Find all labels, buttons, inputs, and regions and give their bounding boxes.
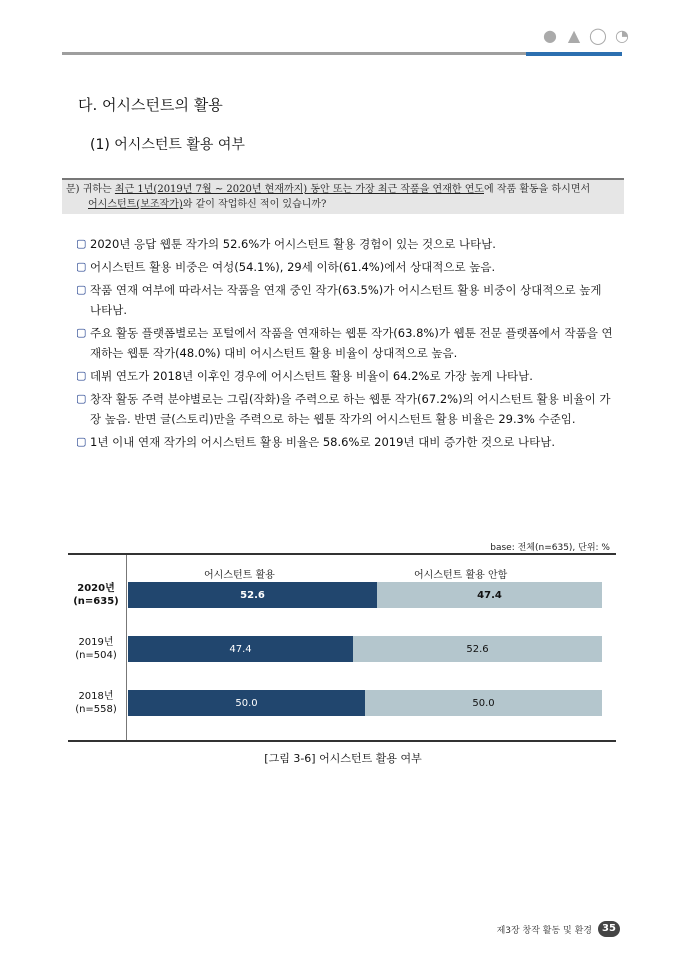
question-box: [62, 178, 624, 214]
checkbox-bullet-icon: ▢: [76, 260, 87, 273]
finding-item: ▢ 데뷔 연도가 2018년 이후인 경우에 어시스턴트 활용 비율이 64.2%로 가장 높게 나타남.: [76, 366, 616, 386]
finding-item: ▢ 주요 활동 플랫폼별로는 포털에서 작품을 연재하는 웹툰 작가(63.8%)가 웹툰 전문 플랫폼에서 작품을 연재하는 웹툰 작가(48.0%) 대비 어시스턴트 활용 비율이 상대적으로 높음.: [76, 323, 616, 363]
checkbox-bullet-icon: ▢: [76, 435, 87, 448]
bar-segment-assistant: 52.6: [128, 582, 377, 608]
lightbulb-icon: ●: [543, 26, 557, 45]
checkbox-bullet-icon: ▢: [76, 369, 87, 382]
finding-item: ▢ 어시스턴트 활용 비중은 여성(54.1%), 29세 이하(61.4%)에서 상대적으로 높음.: [76, 257, 616, 277]
checkbox-bullet-icon: ▢: [76, 326, 87, 339]
chart-bottom-rule: [68, 740, 616, 742]
finding-item: ▢ 2020년 응답 웹툰 작가의 52.6%가 어시스턴트 활용 경험이 있는 것으로 나타남.: [76, 234, 616, 254]
bar-segment-assistant: 50.0: [128, 690, 365, 716]
checkbox-bullet-icon: ▢: [76, 237, 87, 250]
question-line-1: 문) 귀하는 최근 1년(2019년 7월 ~ 2020년 현재까지) 동안 또는 가장 최근 작품을 연재한 연도에 작품 활동을 하시면서: [66, 184, 591, 195]
checkbox-bullet-icon: ▢: [76, 283, 87, 296]
section-heading: 다. 어시스턴트의 활용: [78, 96, 223, 114]
subsection-heading: (1) 어시스턴트 활용 여부: [90, 137, 245, 153]
category-label: 2018년 (n=558): [75, 691, 117, 715]
chart-axis-line: [126, 555, 127, 740]
bar-segment-assistant: 47.4: [128, 636, 353, 662]
bar-segment-no-assistant: 47.4: [377, 582, 602, 608]
findings-list: [76, 234, 616, 455]
chart-top-rule: [68, 553, 616, 555]
category-label: 2019년 (n=504): [75, 637, 117, 661]
header-accent-rule: [526, 52, 622, 56]
chart-base-note: base: 전체(n=635), 단위: %: [490, 543, 610, 553]
legend-series-1: 어시스턴트 활용: [204, 570, 275, 581]
page-number: 35: [598, 921, 620, 937]
growth-chart-icon: ▲: [567, 26, 581, 45]
page-footer: [497, 921, 620, 937]
question-line-2: 어시스턴트(보조작가)와 같이 작업하신 적이 있습니까?: [88, 199, 327, 210]
category-label: 2020년 (n=635): [73, 583, 119, 607]
magnifier-check-icon: ◯: [589, 26, 607, 45]
checkbox-bullet-icon: ▢: [76, 392, 87, 405]
figure-caption: [그림 3-6] 어시스턴트 활용 여부: [264, 752, 422, 765]
finding-item: ▢ 작품 연재 여부에 따라서는 작품을 연재 중인 작가(63.5%)가 어시스턴트 활용 비중이 상대적으로 높게 나타남.: [76, 280, 616, 320]
header-icons: [540, 26, 632, 46]
legend-series-2: 어시스턴트 활용 안함: [414, 570, 508, 581]
footer-chapter: 제3장 창작 활동 및 환경: [496, 925, 592, 936]
bar-segment-no-assistant: 52.6: [353, 636, 602, 662]
finding-item: ▢ 1년 이내 연재 작가의 어시스턴트 활용 비율은 58.6%로 2019년 대비 증가한 것으로 나타남.: [76, 432, 616, 452]
question-period: 최근 1년(2019년 7월 ~ 2020년 현재까지) 동안 또는 가장 최근 작품을 연재한 연도: [114, 184, 485, 195]
bar-segment-no-assistant: 50.0: [365, 690, 602, 716]
question-assistant: 어시스턴트(보조작가): [88, 199, 183, 210]
finding-item: ▢ 창작 활동 주력 분야별로는 그림(작화)을 주력으로 하는 웹툰 작가(67.2%)의 어시스턴트 활용 비율이 가장 높음. 반면 글(스토리)만을 주력으로 하는 웹툰 작가의 어시스턴트 활용 비율은 29.3% 수준임.: [76, 389, 616, 429]
pie-chart-icon: ◔: [615, 26, 629, 45]
